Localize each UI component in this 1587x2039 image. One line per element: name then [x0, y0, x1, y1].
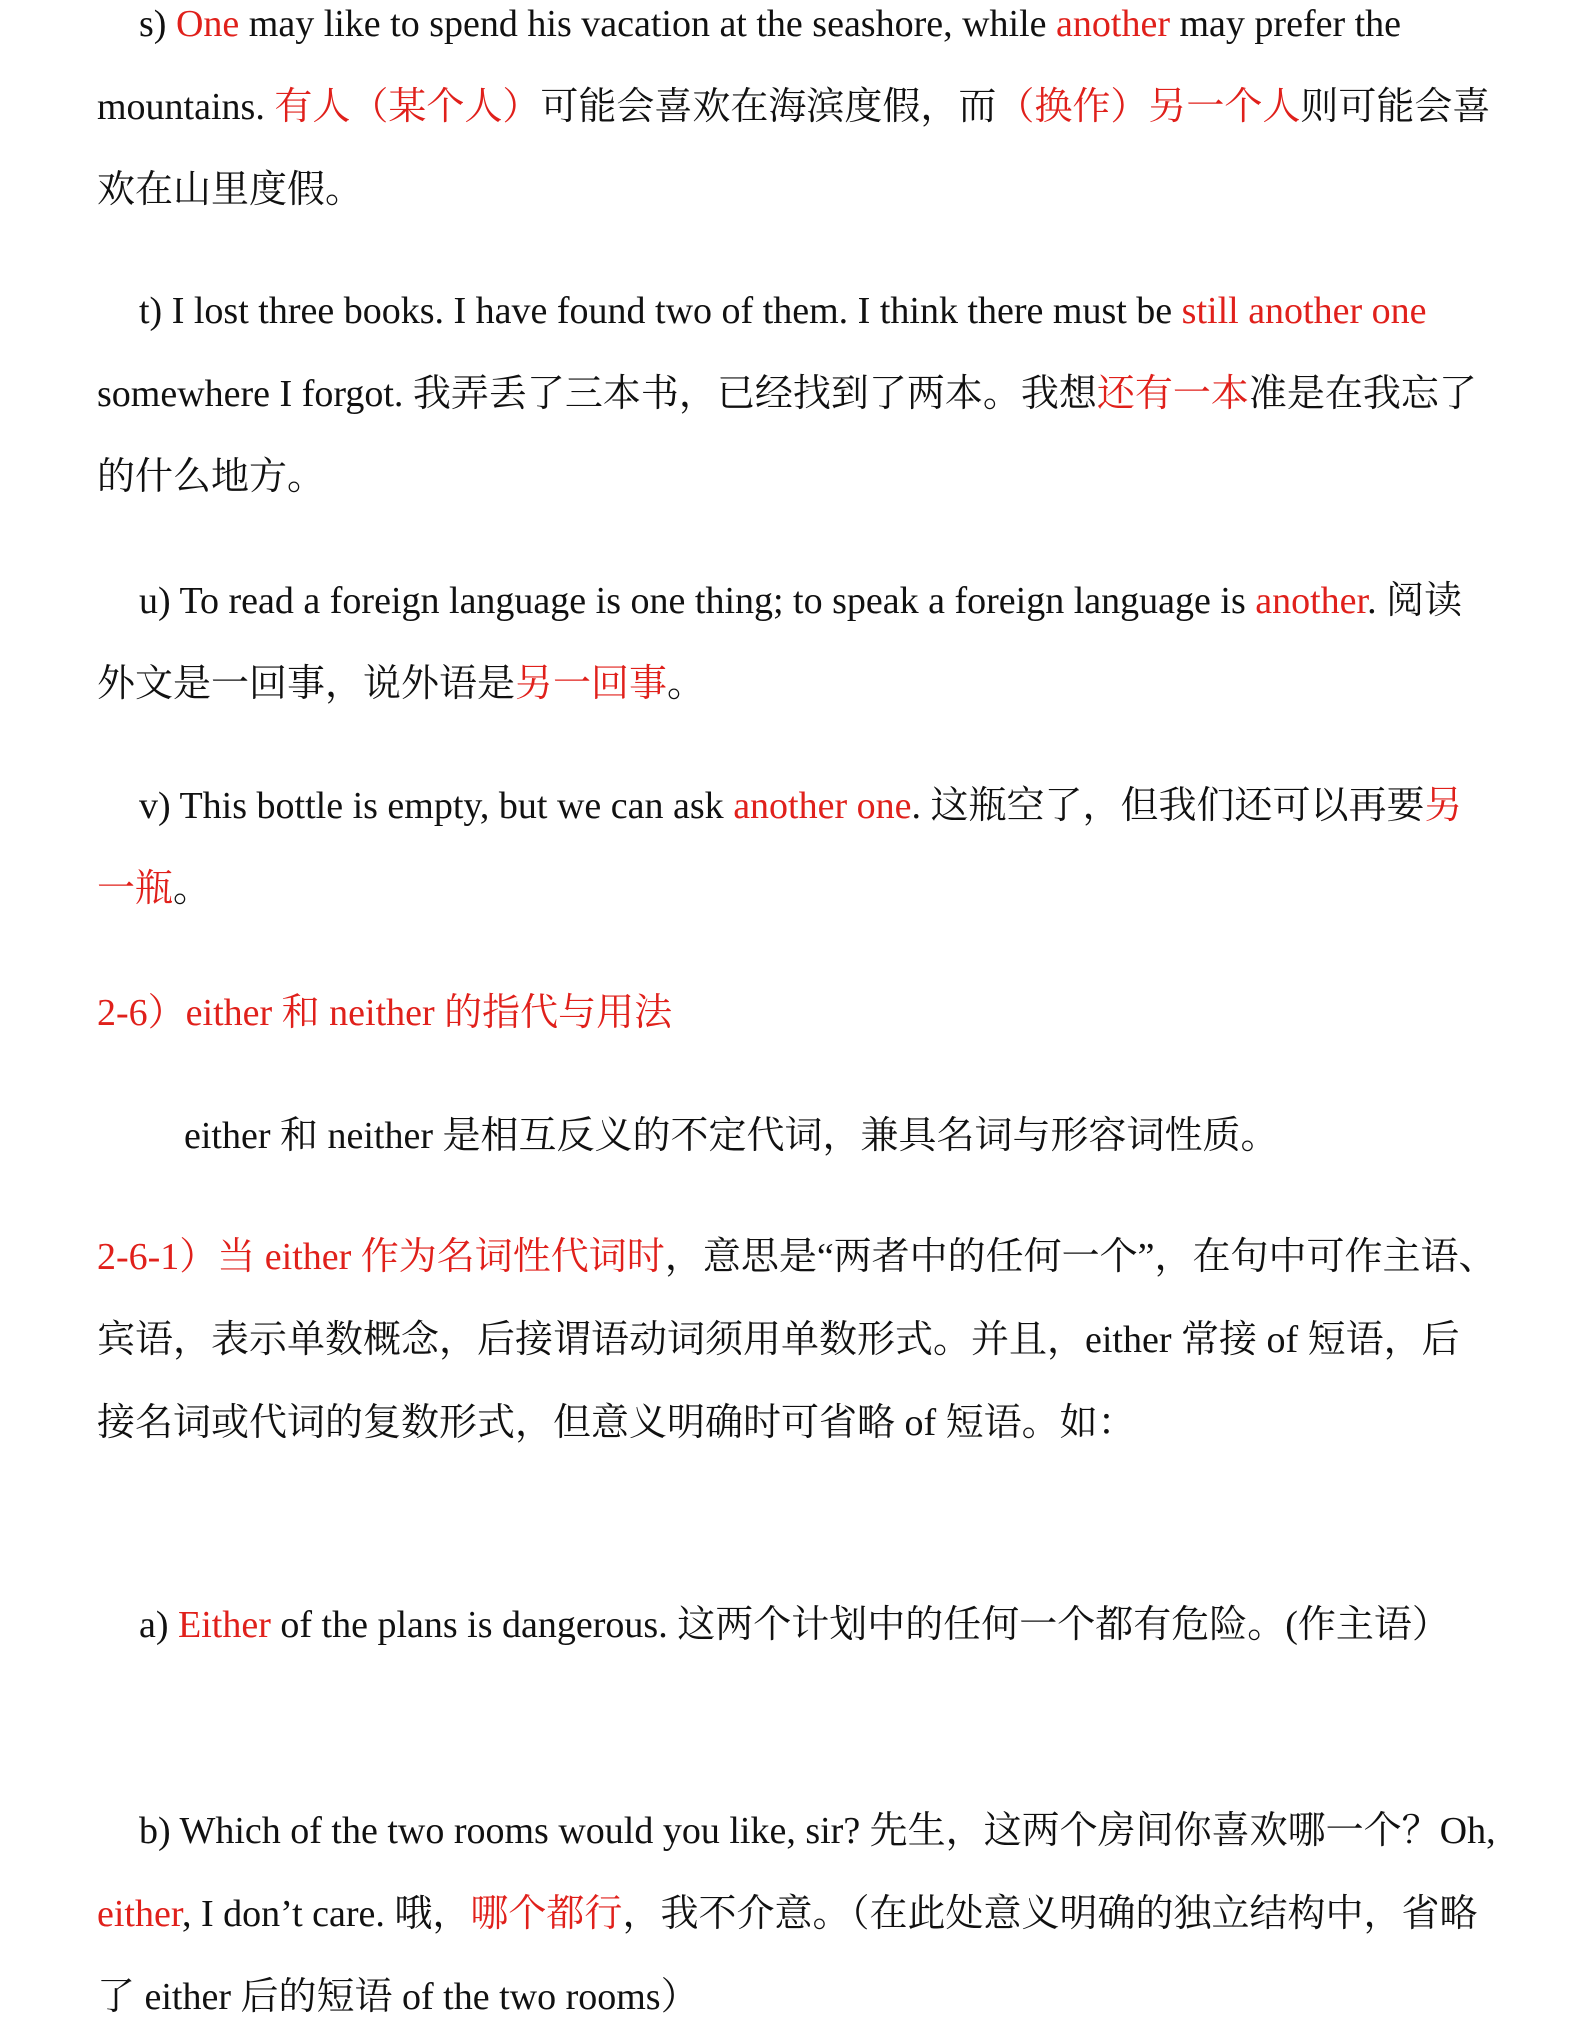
highlight-segment: 另一回事	[515, 663, 668, 705]
highlight-segment: 另一瓶	[97, 785, 1463, 910]
highlight-segment: another one	[733, 785, 912, 827]
highlight-segment: another	[1255, 580, 1368, 622]
text-segment: t) I lost three books. I have found two of them. I think there must be	[139, 290, 1182, 332]
text-segment: 。	[173, 868, 212, 910]
paragraph-example-b	[97, 1790, 1497, 2039]
highlight-segment: （换作）另一个人	[996, 86, 1301, 128]
paragraph-example-u	[97, 560, 1497, 726]
section-heading	[97, 972, 1497, 1055]
highlight-segment: Either	[178, 1604, 271, 1646]
subheading-segment: 2-6-1）当 either 作为名词性代词时	[97, 1236, 665, 1278]
text-segment: ，我不介意。（在此处意义明确的独立结构中，省略了 either 后的短语 of the two rooms）	[97, 1893, 1478, 2018]
heading-text: 2-6）either 和 neither 的指代与用法	[97, 992, 673, 1034]
text-segment: may prefer the mountains.	[97, 3, 1402, 128]
text-segment: may like to spend his vacation at the seashore, while	[239, 3, 1057, 45]
paragraph-example-s	[97, 0, 1497, 232]
highlight-segment: either	[97, 1893, 182, 1935]
text-segment: ，意思是“两者中的任何一个”，在句中可作主语、宾语，表示单数概念，后接谓语动词须用单数形式。并且，either 常接 of 短语，后接名词或代词的复数形式，但意义明确时可省略 of 短语。如：	[97, 1236, 1497, 1444]
highlight-segment: 哪个都行	[470, 1893, 623, 1935]
text-segment: somewhere I forgot. 我弄丢了三本书，已经找到了两本。我想	[97, 373, 1097, 415]
text-segment: 可能会喜欢在海滨度假，而	[540, 86, 997, 128]
text-segment: . 阅读外文是一回事，说外语是	[97, 580, 1463, 705]
highlight-segment: 有人（某个人）	[274, 86, 541, 128]
text-segment: 准是在我忘了的什么地方。	[97, 373, 1477, 498]
highlight-segment: still another one	[1181, 290, 1427, 332]
highlight-segment: another	[1056, 3, 1170, 45]
text-segment: v) This bottle is empty, but we can ask	[139, 785, 734, 827]
highlight-segment: 还有一本	[1096, 373, 1249, 415]
paragraph-example-a	[97, 1584, 1497, 1667]
text-segment: either 和 neither 是相互反义的不定代词，兼具名词与形容词性质。	[184, 1115, 1279, 1157]
paragraph-section-2-6-1	[97, 1216, 1497, 1465]
text-segment: 。	[667, 663, 706, 705]
text-segment: 则可能会喜欢在山里度假。	[97, 86, 1491, 211]
text-segment: s)	[139, 3, 176, 45]
text-segment: a)	[139, 1604, 179, 1646]
text-segment: b) Which of the two rooms would you like, sir? 先生，这两个房间你喜欢哪一个？Oh,	[139, 1810, 1496, 1852]
text-segment: of the plans is dangerous. 这两个计划中的任何一个都有危险。(作主语）	[270, 1604, 1450, 1646]
text-segment: u) To read a foreign language is one thing; to speak a foreign language is	[139, 580, 1256, 622]
paragraph-intro	[97, 1095, 1497, 1178]
highlight-segment: One	[175, 3, 240, 45]
paragraph-example-v	[97, 765, 1497, 931]
paragraph-example-t	[97, 270, 1497, 519]
text-segment: . 这瓶空了，但我们还可以再要	[911, 785, 1425, 827]
text-segment: , I don’t care. 哦，	[181, 1893, 471, 1935]
